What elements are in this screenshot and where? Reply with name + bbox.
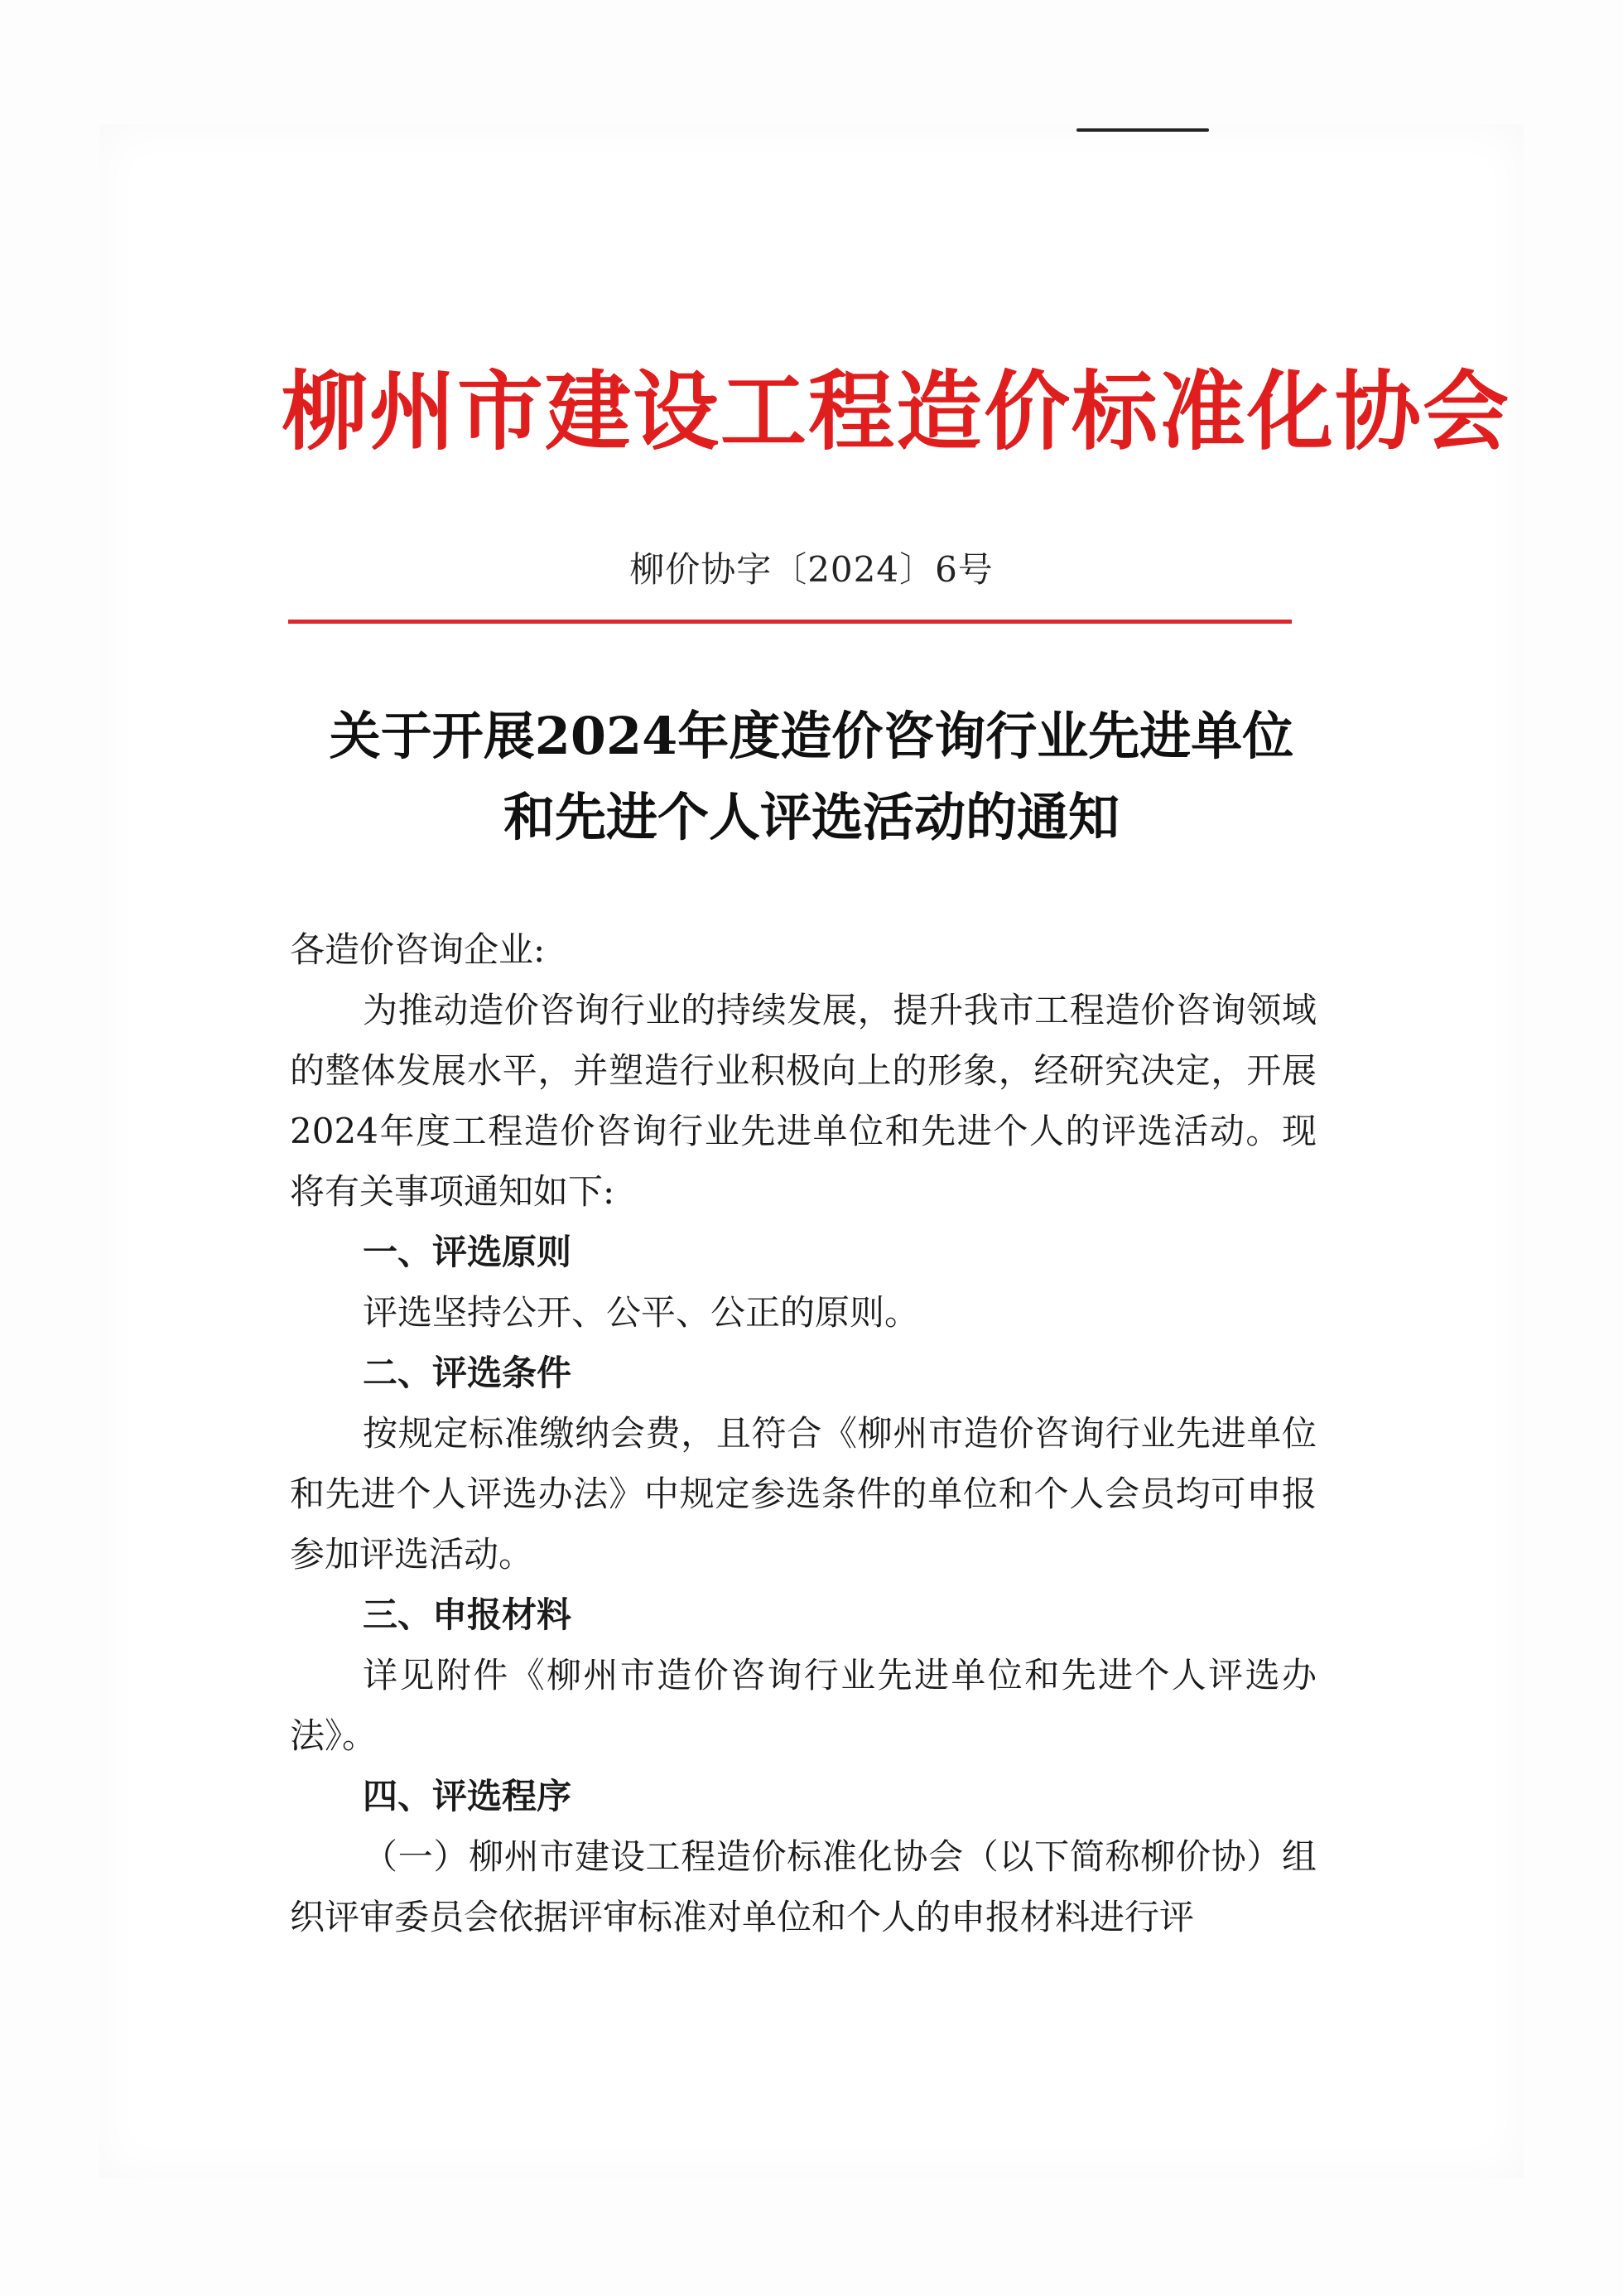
document-number: 柳价协字〔2024〕6号: [629, 549, 994, 590]
section-heading-3: 三、申报材料: [363, 1594, 572, 1635]
section-heading-2: 二、评选条件: [363, 1353, 572, 1393]
red-divider: [288, 620, 1292, 624]
section-text-3: 详见附件《柳州市造价咨询行业先进单位和先进个人评选办法》。: [290, 1655, 1317, 1756]
title-line-1: 关于开展2024年度造价咨询行业先进单位: [329, 706, 1294, 766]
organization-header: 柳州市建设工程造价标准化协会: [282, 361, 1511, 462]
section-heading-1: 一、评选原则: [363, 1232, 572, 1272]
document-body: [290, 919, 1317, 1947]
salutation: 各造价咨询企业:: [290, 929, 546, 970]
section-text-1: 评选坚持公开、公平、公正的原则。: [363, 1292, 920, 1333]
section-heading-4: 四、评选程序: [363, 1776, 572, 1816]
scan-mark: [1076, 128, 1209, 132]
section-text-2: 按规定标准缴纳会费，且符合《柳州市造价咨询行业先进单位和先进个人评选办法》中规定参选条件的单位和个人会员均可申报参加评选活动。: [290, 1413, 1317, 1575]
intro-paragraph: 为推动造价咨询行业的持续发展，提升我市工程造价咨询领域的整体发展水平，并塑造行业积极向上的形象，经研究决定，开展2024年度工程造价咨询行业先进单位和先进个人的评选活动。现将有关事项通知如下:: [290, 990, 1317, 1212]
title-line-2: 和先进个人评选活动的通知: [503, 787, 1120, 847]
document-title: [0, 696, 1623, 858]
section-text-4: （一）柳州市建设工程造价标准化协会（以下简称柳价协）组织评审委员会依据评审标准对单位和个人的申报材料进行评: [290, 1836, 1317, 1937]
